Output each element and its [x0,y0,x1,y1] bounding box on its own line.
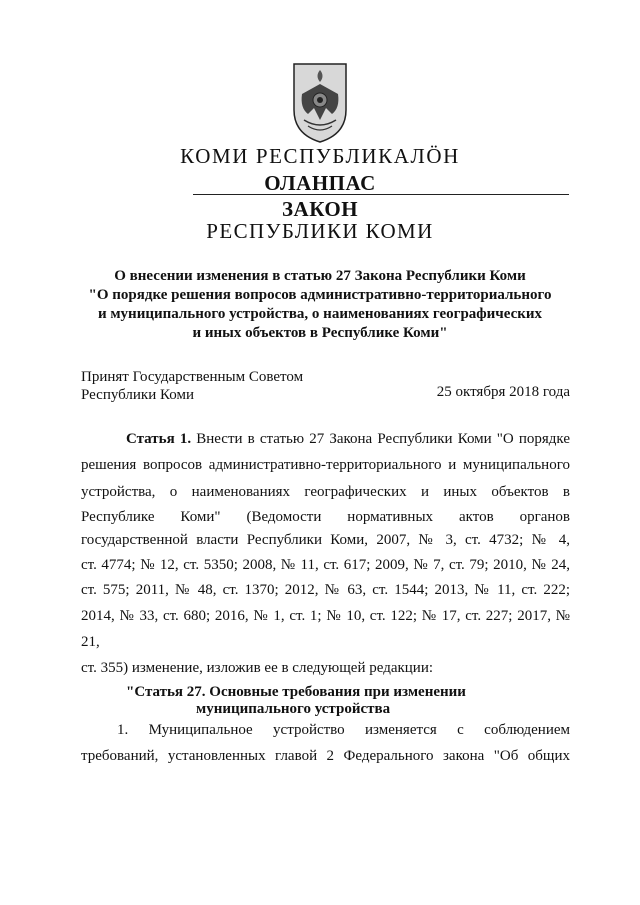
header-republic-komi: РЕСПУБЛИКИ КОМИ [206,219,434,243]
body-line: 21, [81,634,100,650]
header-zakon: ЗАКОН [281,197,359,221]
article-27-heading: "Статья 27. Основные требования при изменении [126,684,466,700]
body-line: ст. 575; 2011, № 48, ст. 1370; 2012, № 63, ст. 1544; 2013, № 11, ст. 222; [81,582,570,598]
article-1-label: Статья 1. [126,431,192,447]
adopted-by-line: Республики Коми [81,387,194,403]
law-title-line: "О порядке решения вопросов административно-территориального [88,287,552,303]
body-line: требований, установленных главой 2 Федерального закона "Об общих [81,748,570,764]
body-line: государственной власти Республики Коми, 2007, № 3, ст. 4732; № 4, [81,532,570,548]
body-line: решения вопросов административно-территориального и муниципального [81,457,570,473]
body-line: устройства, о наименованиях географических и иных объектов в [81,484,570,500]
header-olanpas: ОЛАНПАС [264,171,376,195]
adopted-by-line: Принят Государственным Советом [81,369,304,385]
header-divider [193,194,569,195]
article-27-heading: муниципального устройства [196,701,391,717]
body-line: 2014, № 33, ст. 680; 2016, № 1, ст. 1; № 10, ст. 122; № 17, ст. 227; 2017, № [81,608,570,624]
law-title-line: О внесении изменения в статью 27 Закона Республики Коми [114,268,526,284]
law-title-line: и муниципального устройства, о наименованиях географических [97,306,543,322]
body-line: ст. 355) изменение, изложив ее в следующей редакции: [81,660,434,676]
adoption-date: 25 октября 2018 года [436,384,570,400]
body-line: ст. 4774; № 12, ст. 5350; 2008, № 11, ст. 617; 2009, № 7, ст. 79; 2010, № 24, [81,557,570,573]
body-text: Внести в статью 27 Закона Республики Коми "О порядке [196,431,571,447]
header-komi-republic: КОМИ РЕСПУБЛИКАЛӦН [180,144,460,168]
body-line [126,431,570,448]
body-line: Республике Коми" (Ведомости нормативных актов органов [81,509,570,525]
komi-coat-of-arms-icon [290,60,350,144]
law-title-line: и иных объектов в Республике Коми" [192,325,448,341]
body-line: 1. Муниципальное устройство изменяется с соблюдением [117,722,570,738]
